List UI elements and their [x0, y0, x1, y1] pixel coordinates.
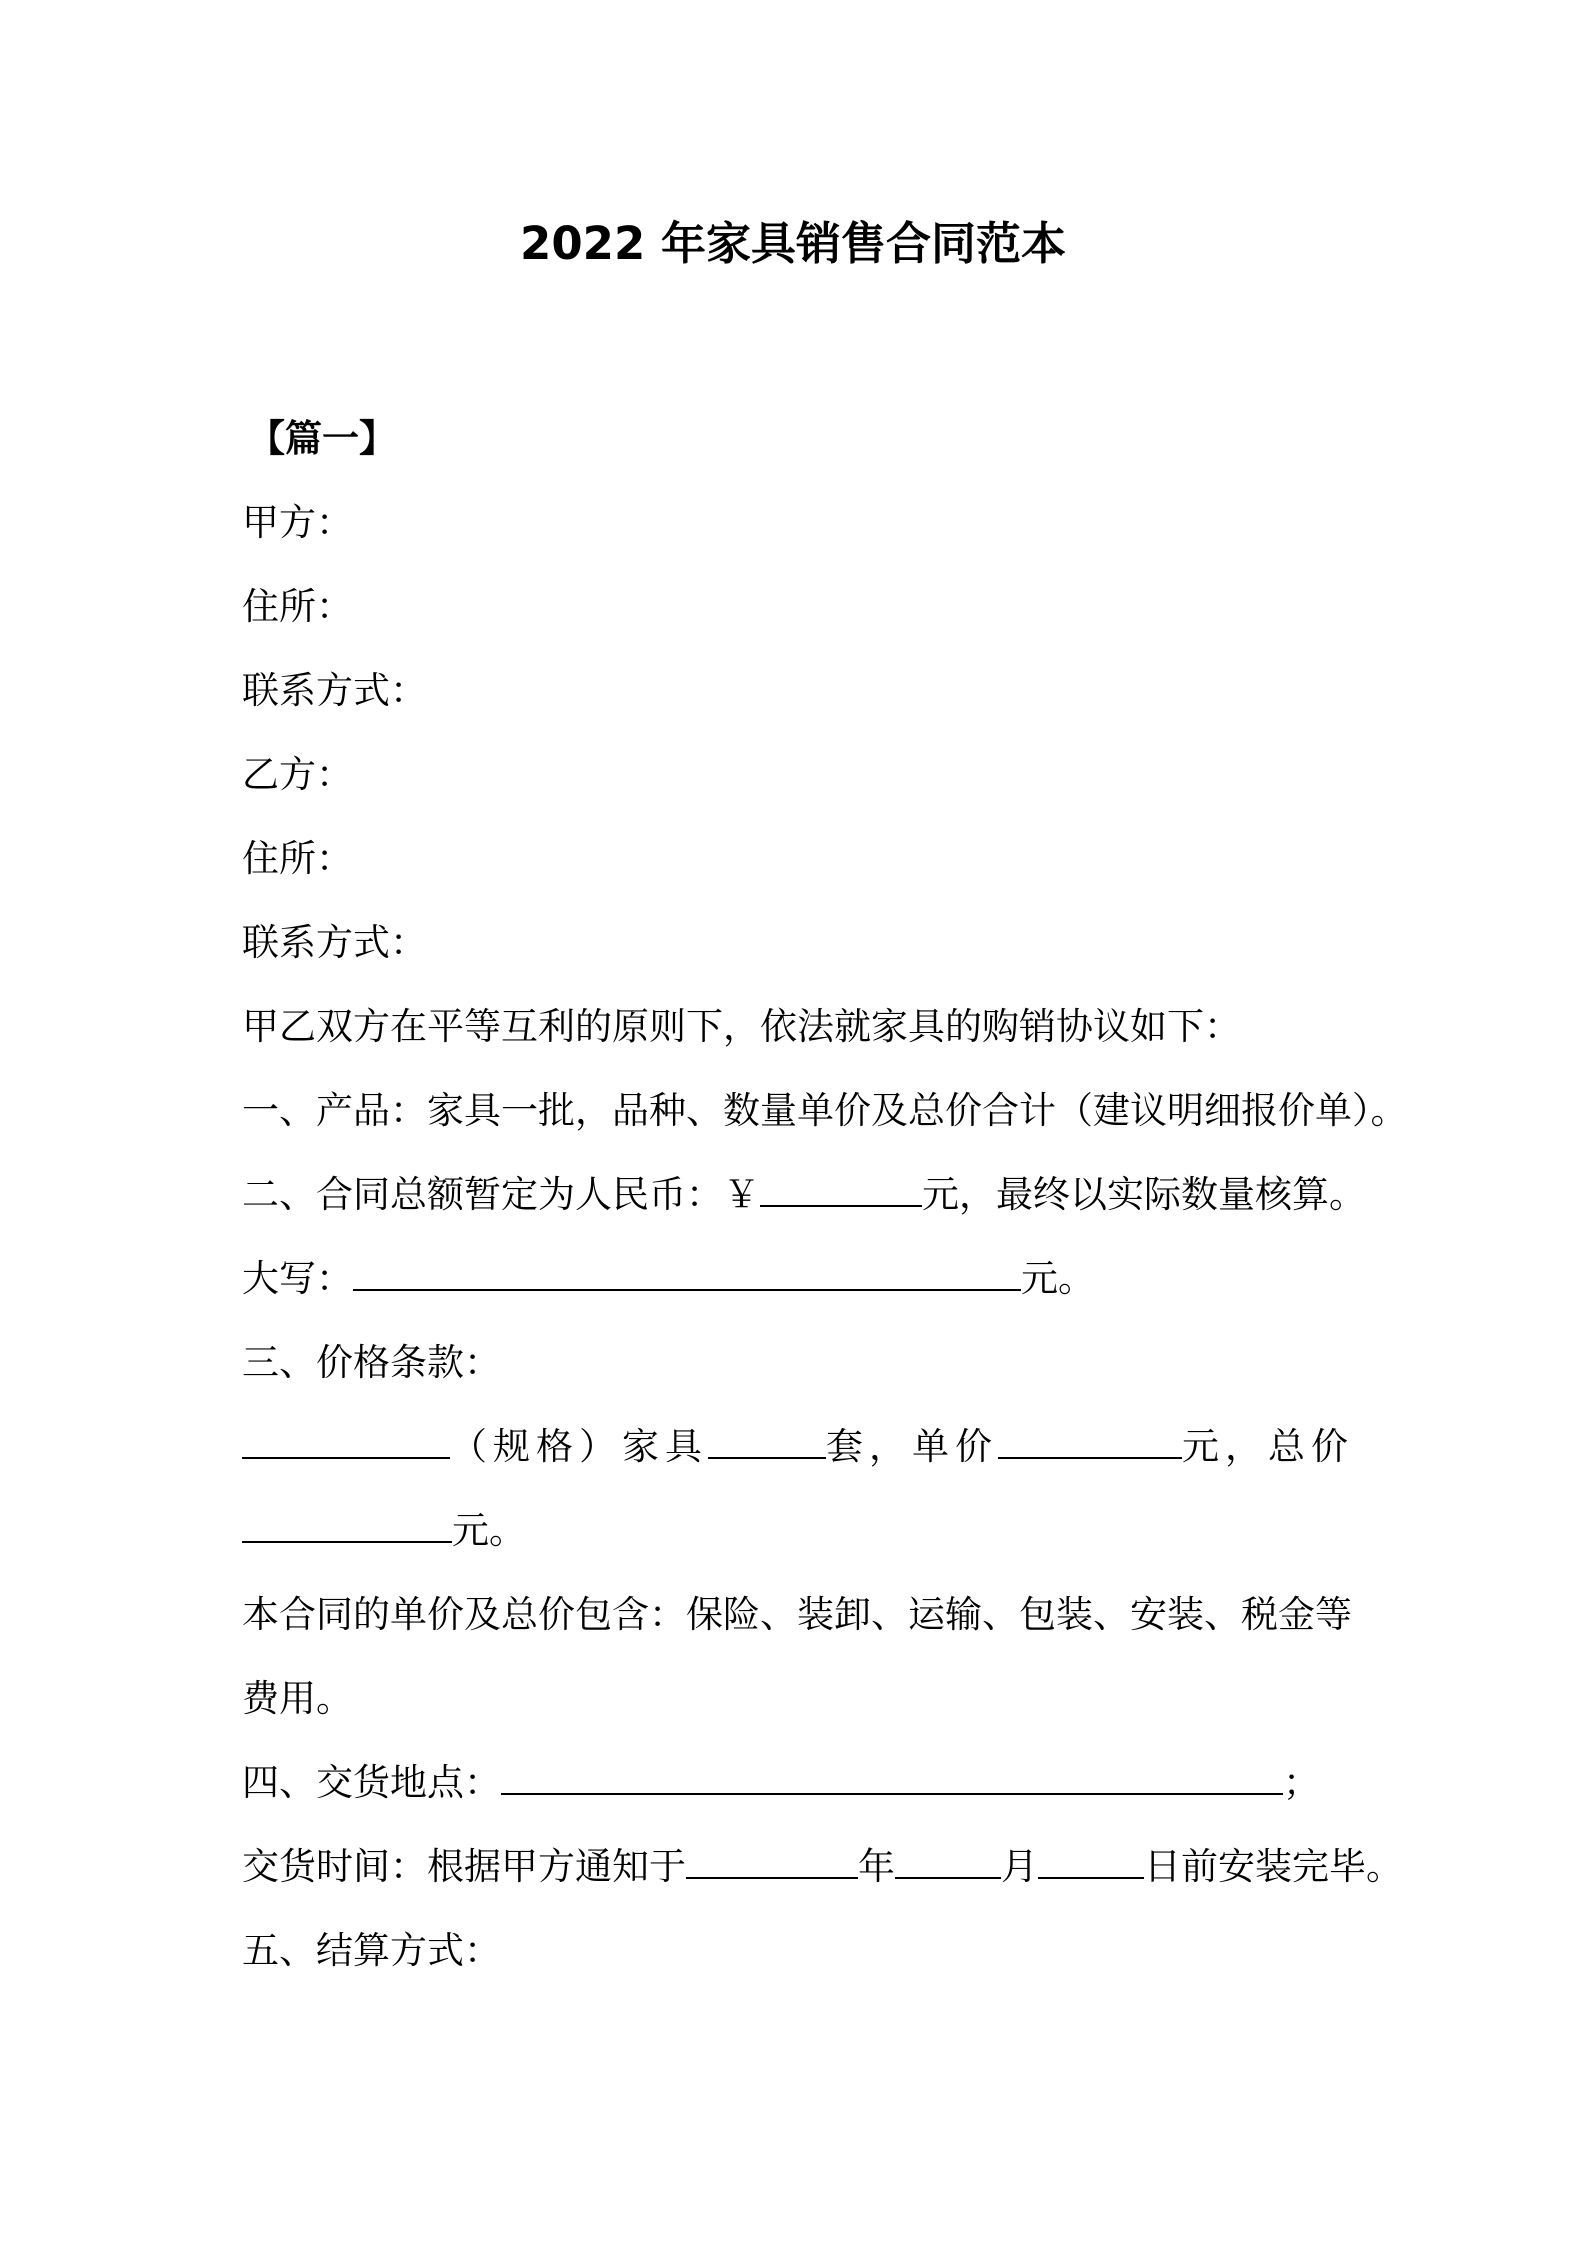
uppercase-amount-line — [242, 1254, 1095, 1304]
spec-text: （规格）家具 — [450, 1425, 708, 1468]
month-blank[interactable] — [895, 1843, 1001, 1879]
unit-price-blank[interactable] — [998, 1423, 1182, 1459]
uppercase-amount-blank[interactable] — [353, 1255, 1021, 1291]
day-blank[interactable] — [1038, 1843, 1144, 1879]
uppercase-amount-prefix: 大写： — [242, 1257, 353, 1300]
uppercase-amount-suffix: 元。 — [1021, 1257, 1095, 1300]
total-text: 元，总价 — [1182, 1425, 1354, 1468]
document-title: 2022 年家具销售合同范本 — [520, 217, 1066, 270]
price-total-end: 元。 — [452, 1509, 526, 1552]
price-includes-line-2: 费用。 — [242, 1677, 353, 1720]
clause-delivery-place — [242, 1758, 1320, 1808]
party-b-address-label: 住所： — [242, 837, 353, 880]
clause-total-amount-suffix: 元，最终以实际数量核算。 — [922, 1173, 1366, 1216]
clause-settlement: 五、结算方式： — [242, 1929, 501, 1972]
amount-blank[interactable] — [760, 1171, 922, 1207]
month-label: 月 — [1001, 1845, 1038, 1888]
quantity-blank[interactable] — [708, 1423, 826, 1459]
delivery-place-prefix: 四、交货地点： — [242, 1761, 501, 1804]
clause-price-heading: 三、价格条款： — [242, 1341, 501, 1384]
agreement-intro: 甲乙双方在平等互利的原则下，依法就家具的购销协议如下： — [242, 1005, 1241, 1048]
price-total-line — [242, 1506, 526, 1556]
delivery-place-blank[interactable] — [501, 1759, 1283, 1795]
spec-blank[interactable] — [242, 1423, 450, 1459]
year-blank[interactable] — [686, 1843, 858, 1879]
section-label: 【篇一】 — [248, 417, 396, 460]
delivery-place-suffix: ； — [1283, 1761, 1320, 1804]
total-price-blank[interactable] — [242, 1507, 452, 1543]
delivery-time-prefix: 交货时间：根据甲方通知于 — [242, 1845, 686, 1888]
price-terms-line — [242, 1422, 1354, 1472]
party-a-contact-label: 联系方式： — [242, 669, 427, 712]
delivery-time-suffix: 日前安装完毕。 — [1144, 1845, 1403, 1888]
party-b-contact-label: 联系方式： — [242, 921, 427, 964]
price-includes-line-1: 本合同的单价及总价包含：保险、装卸、运输、包装、安装、税金等 — [242, 1593, 1352, 1636]
party-a-address-label: 住所： — [242, 585, 353, 628]
party-a-name-label: 甲方： — [242, 501, 353, 544]
set-unit-text: 套，单价 — [826, 1425, 998, 1468]
clause-total-amount-prefix: 二、合同总额暂定为人民币：￥ — [242, 1173, 760, 1216]
delivery-time-line — [242, 1842, 1403, 1892]
clause-product: 一、产品：家具一批，品种、数量单价及总价合计（建议明细报价单）。 — [242, 1089, 1408, 1132]
clause-total-amount — [242, 1170, 1366, 1220]
year-label: 年 — [858, 1845, 895, 1888]
party-b-name-label: 乙方： — [242, 753, 353, 796]
